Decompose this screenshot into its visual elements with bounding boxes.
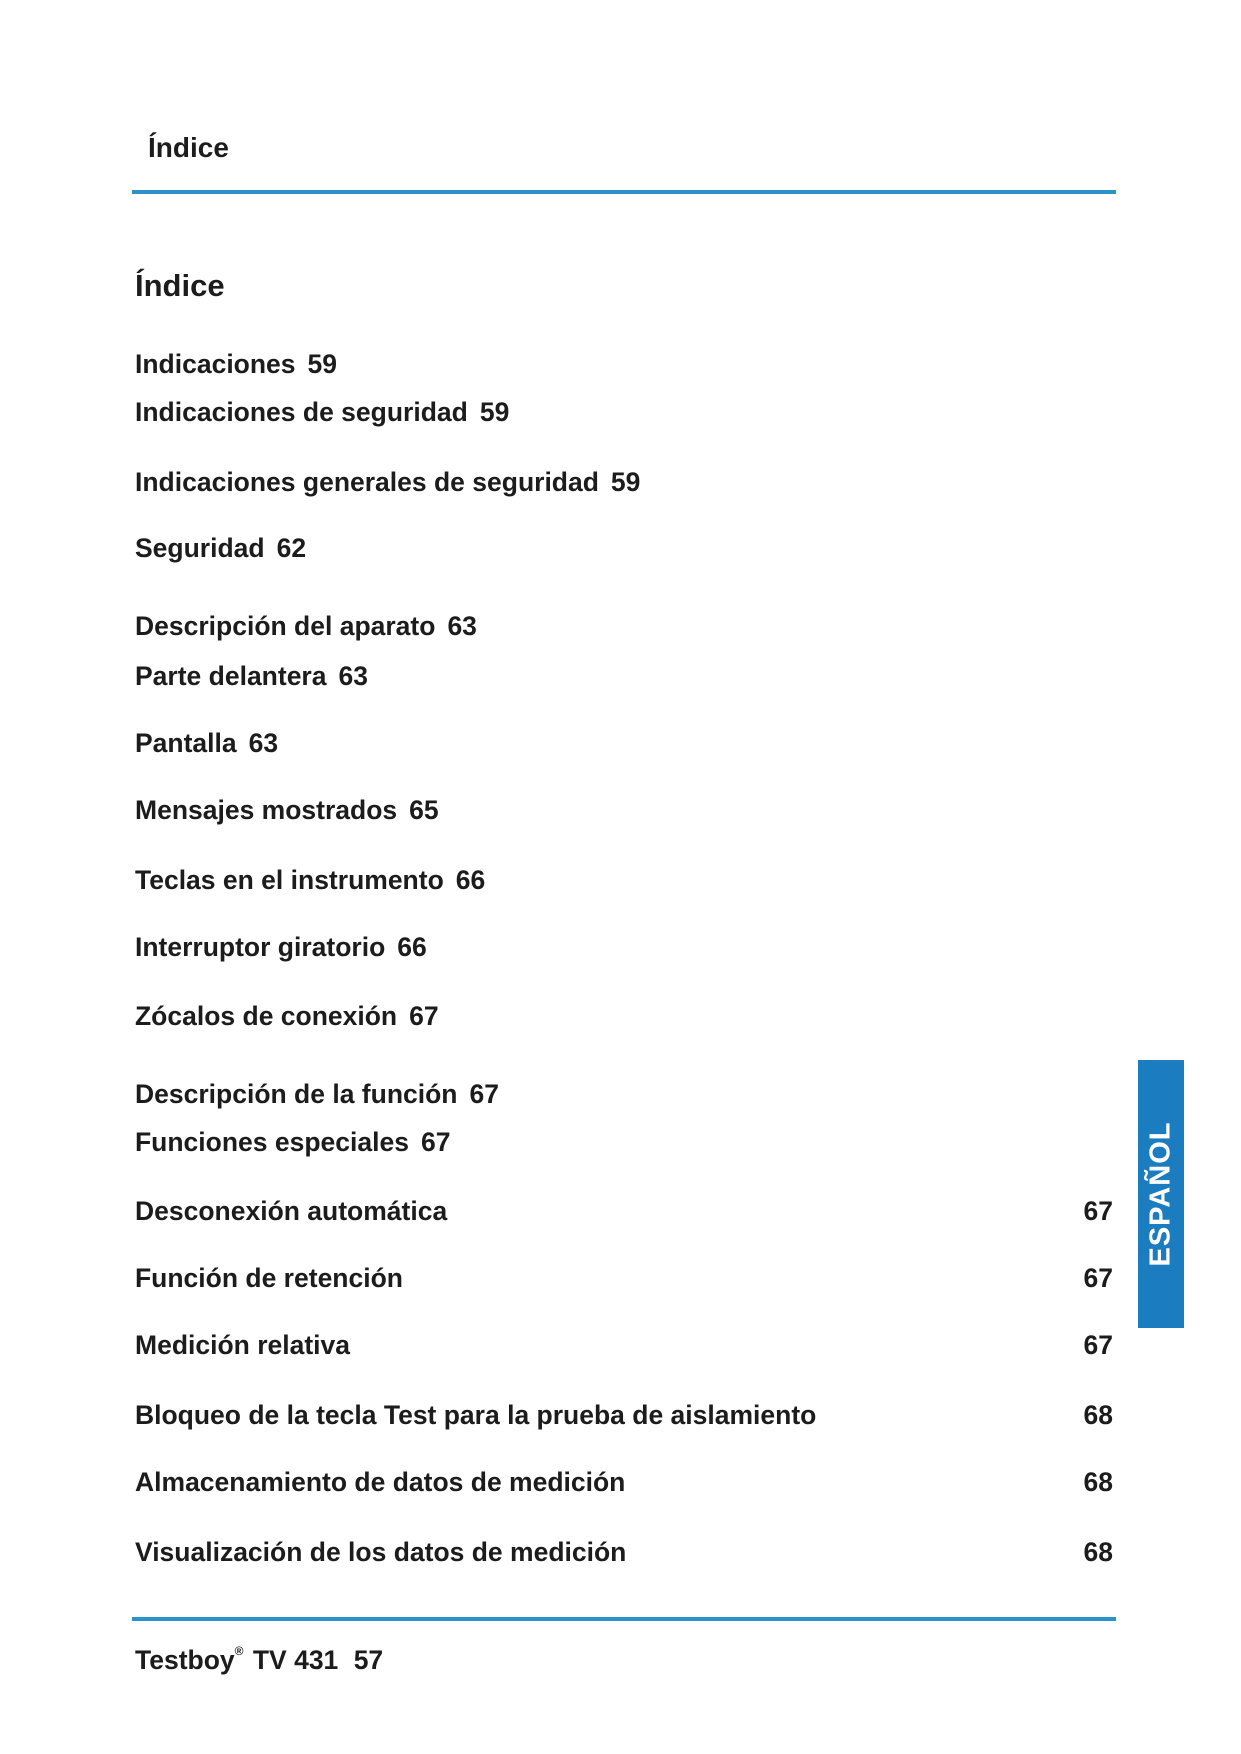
toc-entry-page: 67 xyxy=(1083,1263,1113,1293)
toc-entry-page: 59 xyxy=(479,397,510,427)
toc-entry-label: Indicaciones xyxy=(135,349,296,379)
toc-entry[interactable] xyxy=(135,608,477,644)
toc-entry[interactable] xyxy=(135,658,368,694)
toc-entry[interactable] xyxy=(135,530,306,566)
toc-entry-label: Almacenamiento de datos de medición xyxy=(135,1467,626,1497)
footer-brand: Testboy xyxy=(135,1645,235,1675)
page-footer xyxy=(135,1644,383,1676)
toc-entry-page: 66 xyxy=(397,932,427,962)
toc-entry-page: 67 xyxy=(1083,1196,1113,1226)
toc-entry-page: 62 xyxy=(276,533,307,563)
toc-entry-label: Bloqueo de la tecla Test para la prueba de aislamiento xyxy=(135,1400,817,1430)
toc-entry-page: 67 xyxy=(469,1079,499,1109)
toc-entry-label: Seguridad xyxy=(135,533,265,563)
toc-entry-label: Pantalla xyxy=(135,728,237,758)
toc-entry[interactable] xyxy=(135,1076,499,1112)
toc-entry-page: 63 xyxy=(338,661,368,691)
toc-entry[interactable] xyxy=(135,394,509,430)
toc-entry-page: 66 xyxy=(455,865,486,895)
toc-entry[interactable] xyxy=(135,1193,1113,1229)
toc-entry[interactable] xyxy=(135,1397,1113,1433)
toc-entry-label: Parte delantera xyxy=(135,661,327,691)
toc-entry[interactable] xyxy=(135,1260,1113,1296)
toc-entry[interactable] xyxy=(135,1534,1113,1570)
toc-entry-label: Medición relativa xyxy=(135,1330,351,1360)
toc-entry-page: 67 xyxy=(409,1001,439,1031)
footer-registered-mark: ® xyxy=(234,1644,244,1658)
toc-entry-label: Indicaciones generales de seguridad xyxy=(135,467,599,497)
toc-entry-page: 59 xyxy=(307,349,338,379)
toc-entry-page: 68 xyxy=(1083,1537,1113,1567)
toc-entry-label: Mensajes mostrados xyxy=(135,795,398,825)
toc-entry[interactable] xyxy=(135,862,485,898)
running-header-title: Índice xyxy=(148,132,229,163)
toc-entry-page: 68 xyxy=(1083,1467,1113,1497)
toc-entry-page: 68 xyxy=(1083,1400,1113,1430)
toc-entry-label: Teclas en el instrumento xyxy=(135,865,444,895)
toc-entry-label: Zócalos de conexión xyxy=(135,1001,398,1031)
toc-entry-label: Visualización de los datos de medición xyxy=(135,1537,627,1567)
toc-entry[interactable] xyxy=(135,929,427,965)
footer-rule xyxy=(132,1617,1116,1621)
toc-entry-page: 67 xyxy=(420,1127,451,1157)
footer-page-number: 57 xyxy=(353,1645,384,1675)
toc-entry[interactable] xyxy=(135,1124,450,1160)
toc-entry-page: 59 xyxy=(610,467,641,497)
toc-entry[interactable] xyxy=(135,1327,1113,1363)
toc-entry-page: 65 xyxy=(409,795,439,825)
toc-entry[interactable] xyxy=(135,464,640,500)
toc-entry-label: Función de retención xyxy=(135,1263,403,1293)
toc-entry-page: 63 xyxy=(248,728,279,758)
toc-entry[interactable] xyxy=(135,792,439,828)
toc-entry-page: 63 xyxy=(447,611,477,641)
toc-heading: Índice xyxy=(135,268,225,303)
toc-entry-label: Descripción de la función xyxy=(135,1079,458,1109)
toc-entry-label: Funciones especiales xyxy=(135,1127,409,1157)
language-tab xyxy=(1138,1060,1184,1328)
toc-entry[interactable] xyxy=(135,1464,1113,1500)
toc-entry-label: Descripción del aparato xyxy=(135,611,436,641)
language-tab-label: ESPAÑOL xyxy=(1144,1121,1177,1267)
toc-entry-page: 67 xyxy=(1083,1330,1113,1360)
footer-model: TV 431 xyxy=(252,1645,339,1675)
toc-entry-label: Desconexión automática xyxy=(135,1196,448,1226)
toc-entry-label: Indicaciones de seguridad xyxy=(135,397,468,427)
toc-entry[interactable] xyxy=(135,725,278,761)
toc-entry[interactable] xyxy=(135,998,439,1034)
toc-entry[interactable] xyxy=(135,346,337,382)
toc-entry-label: Interruptor giratorio xyxy=(135,932,386,962)
